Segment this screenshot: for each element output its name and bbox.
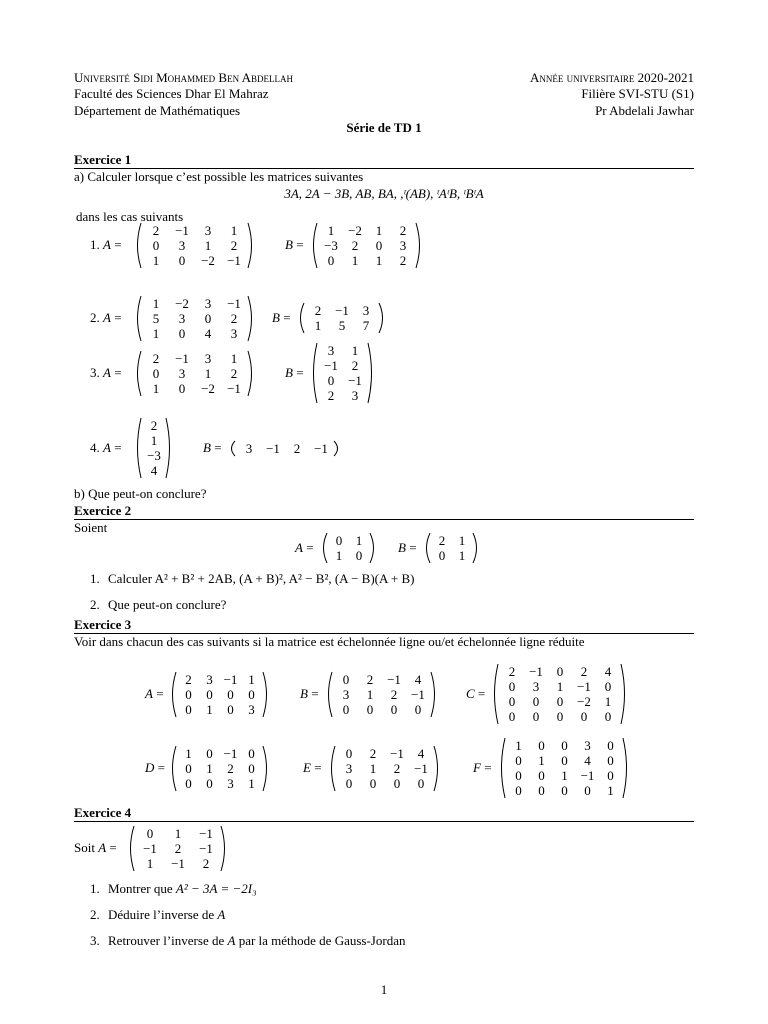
matrix-entry: 0	[515, 768, 522, 783]
matrix-entry: 0	[327, 373, 335, 388]
right-parenthesis	[166, 418, 170, 478]
case-1-b-label: B =	[285, 237, 304, 252]
matrix-entry: −1	[223, 671, 238, 687]
case-1-matrix-a	[135, 222, 255, 269]
matrix-entry: 3	[204, 350, 212, 366]
exercise-4-q3-text: Retrouver l’inverse de	[108, 933, 225, 948]
matrix-entry: 0	[508, 709, 516, 724]
matrix-entry: 1	[335, 548, 343, 563]
exercise-3-title: Exercice 3	[74, 617, 132, 632]
matrix-entry: 4	[604, 664, 612, 679]
matrix-entry: 3	[532, 679, 540, 694]
matrix-entry: 0	[607, 768, 614, 783]
right-parenthesis	[473, 533, 477, 563]
case-4-b-label: B =	[203, 440, 222, 455]
matrix-entry: 0	[375, 237, 383, 253]
left-parenthesis	[502, 738, 506, 798]
matrix-entry: −1	[411, 686, 425, 702]
matrix-entry: −1	[390, 745, 404, 761]
matrix-entry: 1	[515, 738, 522, 753]
matrix-entry: −2	[348, 222, 362, 238]
matrix-entry: 1	[369, 760, 377, 776]
left-parenthesis	[131, 826, 135, 871]
matrix-entry: −1	[227, 295, 241, 311]
matrix-entry: 3	[204, 295, 212, 311]
case-number: 3.	[90, 365, 100, 380]
matrix-entry: 0	[342, 671, 350, 687]
matrix-entry: 0	[185, 686, 192, 702]
matrix-entry: 2	[369, 745, 377, 761]
matrix-entry: 0	[607, 753, 614, 768]
matrix-entry: −1	[175, 222, 189, 238]
matrix-entry: 3	[178, 237, 186, 253]
matrix-entry: 0	[185, 775, 192, 791]
matrix-entry: 0	[538, 768, 545, 783]
right-parenthesis	[416, 223, 420, 268]
matrix-entry: 0	[515, 783, 522, 798]
matrix-entry: −1	[199, 840, 213, 856]
ex3-matrix-b	[326, 671, 438, 718]
exercise-2-intro: Soient	[74, 520, 108, 535]
case-3-b-label: B =	[285, 365, 304, 380]
ex3-a-label: A =	[145, 686, 164, 701]
matrix-entry: 0	[248, 760, 255, 776]
matrix-entry: 0	[556, 709, 564, 724]
right-parenthesis	[221, 826, 225, 871]
exercise-2-q1-number: 1.	[90, 571, 100, 586]
case-2-b-label: B =	[272, 310, 291, 325]
exercise-4-q3-variable: A	[227, 933, 236, 948]
matrix-entry: 3	[342, 686, 350, 702]
case-3-matrix-a	[135, 350, 255, 397]
case-1-matrix-b	[311, 222, 423, 269]
right-parenthesis	[368, 343, 372, 403]
matrix-entry: 4	[417, 745, 425, 761]
matrix-entry: 4	[584, 753, 591, 768]
professor-name: Pr Abdelali Jawhar	[595, 103, 694, 118]
case-3-a-label: 3. A =	[90, 365, 122, 380]
left-parenthesis	[173, 672, 177, 717]
matrix-entry: 0	[178, 325, 186, 341]
matrix-entry: 0	[204, 310, 212, 326]
right-parenthesis	[379, 303, 383, 333]
matrix-entry: −1	[223, 745, 238, 761]
exercise-4-q1-equation: A² − 3A = −2I₃	[175, 881, 257, 896]
matrix-entry: 0	[556, 664, 564, 679]
matrix-entry: 2	[152, 222, 160, 238]
matrix-entry: 1	[604, 694, 612, 709]
matrix-entry: −1	[314, 440, 328, 456]
matrix-entry: 3	[362, 303, 370, 318]
matrix-entry: 0	[146, 825, 154, 841]
ex2-b-label: B =	[398, 540, 417, 555]
matrix-entry: −1	[175, 350, 189, 366]
academic-year: Année universitaire 2020-2021	[530, 70, 694, 85]
case-1-a-label: 1. A =	[90, 237, 122, 252]
matrix-entry: 4	[414, 671, 422, 687]
matrix-entry: −2	[577, 694, 591, 709]
matrix-entry: 0	[178, 380, 186, 396]
matrix-entry: 0	[604, 679, 612, 694]
matrix-entry: 2	[293, 440, 301, 456]
left-parenthesis	[138, 418, 142, 478]
matrix-entry: 0	[390, 701, 398, 717]
matrix-entry: 1	[152, 295, 160, 311]
matrix-entry: 1	[204, 237, 212, 253]
exercise-1-title: Exercice 1	[74, 152, 132, 167]
left-parenthesis	[301, 303, 305, 333]
filiere: Filière SVI-STU (S1)	[581, 86, 694, 101]
matrix-entry: 0	[152, 365, 160, 381]
matrix-entry: 1	[607, 783, 614, 798]
matrix-entry: 5	[152, 310, 160, 326]
matrix-entry: 3	[248, 701, 255, 717]
matrix-entry: 0	[206, 745, 213, 761]
matrix-entry: 0	[438, 548, 446, 563]
exercise-2-q2: Que peut-on conclure?	[108, 597, 227, 612]
case-2-a-label: 2. A =	[90, 310, 122, 325]
exercise-4-q3-number: 3.	[90, 933, 100, 948]
exercise-4-q1-text: Montrer que	[108, 881, 173, 896]
matrix-entry: 1	[375, 252, 383, 268]
matrix-entry: 4	[150, 463, 158, 478]
exercise-4-q2-variable: A	[217, 907, 226, 922]
matrix-entry: 0	[556, 694, 564, 709]
exercise-4-q3	[108, 933, 405, 948]
matrix-entry: 2	[580, 664, 588, 679]
matrix-entry: 1	[230, 222, 238, 238]
matrix-entry: 1	[351, 252, 359, 268]
matrix-entry: 0	[248, 745, 255, 761]
case-number: 1.	[90, 237, 100, 252]
matrix-entry: 7	[362, 318, 370, 333]
matrix-entry: −1	[266, 440, 280, 456]
matrix-entry: 3	[327, 343, 335, 358]
exercise-2-title: Exercice 2	[74, 503, 132, 518]
exercise-2-q1: Calculer A² + B² + 2AB, (A + B)², A² − B², (A − B)(A + B)	[108, 571, 415, 586]
matrix-entry: 1	[152, 380, 160, 396]
left-parenthesis	[314, 343, 318, 403]
matrix-entry: 1	[248, 775, 255, 791]
matrix-entry: 0	[532, 694, 540, 709]
matrix-entry: 0	[508, 694, 516, 709]
right-parenthesis	[248, 223, 252, 268]
matrix-entry: −2	[201, 380, 215, 396]
case-2-matrix-a	[135, 295, 255, 342]
left-parenthesis	[138, 351, 142, 396]
matrix-entry: 3	[178, 310, 186, 326]
matrix-entry: 1	[174, 825, 182, 841]
left-parenthesis	[329, 672, 333, 717]
matrix-entry: 1	[150, 433, 158, 448]
matrix-entry: −2	[201, 252, 215, 268]
matrix-entry: 0	[206, 775, 213, 791]
ex3-d-label: D =	[145, 760, 165, 775]
ex3-matrix-c	[492, 663, 628, 725]
matrix-entry: 0	[185, 701, 192, 717]
ex3-e-label: E =	[303, 760, 322, 775]
matrix-entry: −1	[324, 358, 338, 373]
matrix-entry: 1	[538, 753, 545, 768]
matrix-entry: 0	[604, 709, 612, 724]
matrix-entry: 0	[248, 686, 255, 702]
matrix-entry: 0	[561, 738, 568, 753]
exercise-4-q2-number: 2.	[90, 907, 100, 922]
matrix-entry: 3	[206, 671, 213, 687]
matrix-entry: 0	[393, 775, 401, 791]
matrix-entry: 0	[345, 775, 353, 791]
matrix-entry: 3	[351, 388, 359, 403]
exercise-1-expressions: 3A, 2A − 3B, AB, BA, ,ᵗ(AB), ᵗAᵗB, ᵗBᵗA	[284, 186, 484, 201]
matrix-entry: 1	[375, 222, 383, 238]
exercise-4-q2	[108, 907, 225, 922]
matrix-entry: 1	[152, 252, 160, 268]
ex3-c-label: C =	[466, 686, 486, 701]
right-parenthesis	[248, 351, 252, 396]
right-parenthesis	[248, 296, 252, 341]
matrix-entry: 3	[230, 325, 238, 341]
right-parenthesis	[370, 533, 374, 563]
exercise-1-part-b: b) Que peut-on conclure?	[74, 486, 207, 501]
matrix-entry: −1	[414, 760, 428, 776]
faculty-name: Faculté des Sciences Dhar El Mahraz	[74, 86, 269, 101]
matrix-entry: 2	[202, 855, 210, 871]
matrix-entry: 0	[607, 738, 614, 753]
matrix-entry: 0	[227, 686, 234, 702]
matrix-entry: 1	[185, 745, 192, 761]
exercise-2-rule	[74, 519, 694, 520]
left-parenthesis	[495, 664, 499, 724]
matrix-entry: 2	[327, 388, 335, 403]
exercise-3-intro: Voir dans chacun des cas suivants si la matrice est échelonnée ligne ou/et échelonnée ligne réduite	[74, 634, 585, 649]
left-parenthesis	[232, 441, 236, 456]
matrix-entry: 2	[230, 237, 238, 253]
matrix-entry: −3	[324, 237, 338, 253]
matrix-entry: −1	[143, 840, 157, 856]
matrix-entry: 0	[561, 753, 568, 768]
ex2-a-label: A =	[295, 540, 314, 555]
exercise-4-q1	[108, 881, 257, 896]
matrix-entry: 0	[417, 775, 425, 791]
matrix-entry: 2	[185, 671, 192, 687]
matrix-entry: 2	[351, 237, 359, 253]
matrix-entry: 0	[508, 679, 516, 694]
matrix-entry: 0	[178, 252, 186, 268]
matrix-entry: 1	[204, 365, 212, 381]
matrix-entry: 2	[230, 310, 238, 326]
matrix-entry: 3	[345, 760, 353, 776]
ex2-matrix-a	[321, 532, 377, 564]
matrix-entry: 0	[538, 738, 545, 753]
matrix-entry: 1	[146, 855, 154, 871]
matrix-entry: −1	[580, 768, 595, 783]
matrix-entry: 0	[584, 783, 591, 798]
left-parenthesis	[332, 746, 336, 791]
matrix-entry: 0	[561, 783, 568, 798]
matrix-entry: −3	[147, 448, 161, 463]
right-parenthesis	[263, 672, 267, 717]
matrix-entry: 0	[227, 701, 234, 717]
right-parenthesis	[434, 746, 438, 791]
matrix-entry: −1	[199, 825, 213, 841]
matrix-entry: 1	[561, 768, 568, 783]
matrix-entry: 2	[227, 760, 234, 776]
matrix-entry: 1	[314, 318, 322, 333]
matrix-entry: 3	[245, 440, 253, 456]
matrix-entry: 3	[204, 222, 212, 238]
case-number: 2.	[90, 310, 100, 325]
matrix-entry: 1	[458, 548, 466, 563]
exercise-4-q1-number: 1.	[90, 881, 100, 896]
matrix-entry: 2	[399, 222, 407, 238]
series-title: Série de TD 1	[346, 120, 422, 135]
matrix-entry: 1	[351, 343, 359, 358]
ex3-matrix-a	[170, 671, 270, 718]
exercise-1-part-a: a) Calculer lorsque c’est possible les matrices suivantes	[74, 169, 364, 184]
matrix-entry: 0	[327, 252, 335, 268]
matrix-entry: 2	[174, 840, 182, 856]
matrix-entry: 0	[355, 548, 363, 563]
matrix-entry: 2	[351, 358, 359, 373]
university-name: Université Sidi Mohammed Ben Abdellah	[74, 70, 293, 85]
matrix-entry: 2	[314, 303, 322, 318]
matrix-entry: −1	[227, 380, 241, 396]
case-4-matrix-a	[135, 417, 173, 479]
left-parenthesis	[138, 296, 142, 341]
matrix-entry: 0	[185, 760, 192, 776]
matrix-entry: 1	[152, 325, 160, 341]
matrix-entry: −1	[335, 303, 349, 318]
matrix-entry: 2	[508, 664, 516, 679]
left-parenthesis	[427, 533, 431, 563]
ex4-intro: Soit	[74, 840, 95, 855]
matrix-entry: 2	[390, 686, 398, 702]
matrix-entry: 1	[206, 701, 213, 717]
matrix-entry: 2	[152, 350, 160, 366]
right-parenthesis	[623, 738, 627, 798]
ex3-matrix-e	[329, 745, 441, 792]
matrix-entry: 0	[580, 709, 588, 724]
matrix-entry: 1	[206, 760, 213, 776]
exercise-4-title: Exercice 4	[74, 805, 132, 820]
matrix-entry: −1	[227, 252, 241, 268]
matrix-entry: 4	[204, 325, 212, 341]
ex3-matrix-d	[170, 745, 270, 792]
matrix-entry: 5	[338, 318, 346, 333]
case-2-matrix-b	[298, 302, 386, 334]
matrix-entry: 3	[178, 365, 186, 381]
ex4-matrix-a	[128, 825, 228, 872]
matrix-entry: 1	[230, 350, 238, 366]
matrix-entry: 0	[538, 783, 545, 798]
matrix-entry: 1	[458, 533, 466, 548]
left-parenthesis	[314, 223, 318, 268]
matrix-entry: 3	[584, 738, 591, 753]
page-number: 1	[380, 982, 388, 997]
case-4-a-label: 4. A =	[90, 440, 122, 455]
matrix-entry: 3	[399, 237, 407, 253]
matrix-entry: 1	[355, 533, 363, 548]
right-parenthesis	[621, 664, 625, 724]
matrix-entry: 0	[532, 709, 540, 724]
department-name: Département de Mathématiques	[74, 103, 241, 118]
ex2-matrix-b	[424, 532, 480, 564]
right-parenthesis	[431, 672, 435, 717]
matrix-entry: 0	[206, 686, 213, 702]
matrix-entry: −1	[348, 373, 362, 388]
matrix-entry: 0	[152, 237, 160, 253]
matrix-entry: 2	[438, 533, 446, 548]
matrix-entry: 0	[335, 533, 343, 548]
exercise-4-rule	[74, 821, 694, 822]
matrix-entry: 3	[227, 775, 234, 791]
matrix-entry: 1	[327, 222, 335, 238]
matrix-entry: 1	[366, 686, 374, 702]
cases-intro: dans les cas suivants	[76, 209, 184, 224]
matrix-entry: 0	[345, 745, 353, 761]
exercise-2-q2-number: 2.	[90, 597, 100, 612]
matrix-entry: 0	[366, 701, 374, 717]
exercise-4-q3-text-end: par la méthode de Gauss-Jordan	[238, 933, 406, 948]
ex3-b-label: B =	[300, 686, 319, 701]
right-parenthesis	[334, 441, 338, 456]
case-number: 4.	[90, 440, 100, 455]
ex3-f-label: F =	[473, 760, 492, 775]
ex4-a-label: Soit A =	[74, 840, 117, 855]
matrix-entry: 1	[556, 679, 564, 694]
matrix-entry: 0	[414, 701, 422, 717]
matrix-entry: 1	[248, 671, 255, 687]
matrix-entry: 2	[366, 671, 374, 687]
matrix-entry: 2	[150, 418, 158, 433]
matrix-entry: 2	[393, 760, 401, 776]
matrix-entry: 0	[515, 753, 522, 768]
matrix-entry: 2	[399, 252, 407, 268]
matrix-entry: −1	[577, 679, 591, 694]
left-parenthesis	[173, 746, 177, 791]
case-3-matrix-b	[311, 342, 375, 404]
matrix-entry: −1	[529, 664, 543, 679]
matrix-entry: 0	[369, 775, 377, 791]
matrix-entry: −1	[387, 671, 401, 687]
ex3-matrix-f	[499, 737, 630, 799]
matrix-entry: 2	[230, 365, 238, 381]
exercise-4-q2-text: Déduire l’inverse de	[108, 907, 215, 922]
matrix-entry: −1	[171, 855, 185, 871]
left-parenthesis	[138, 223, 142, 268]
matrix-entry: −2	[175, 295, 189, 311]
right-parenthesis	[263, 746, 267, 791]
case-4-matrix-b	[229, 440, 341, 457]
left-parenthesis	[324, 533, 328, 563]
matrix-entry: 0	[342, 701, 350, 717]
